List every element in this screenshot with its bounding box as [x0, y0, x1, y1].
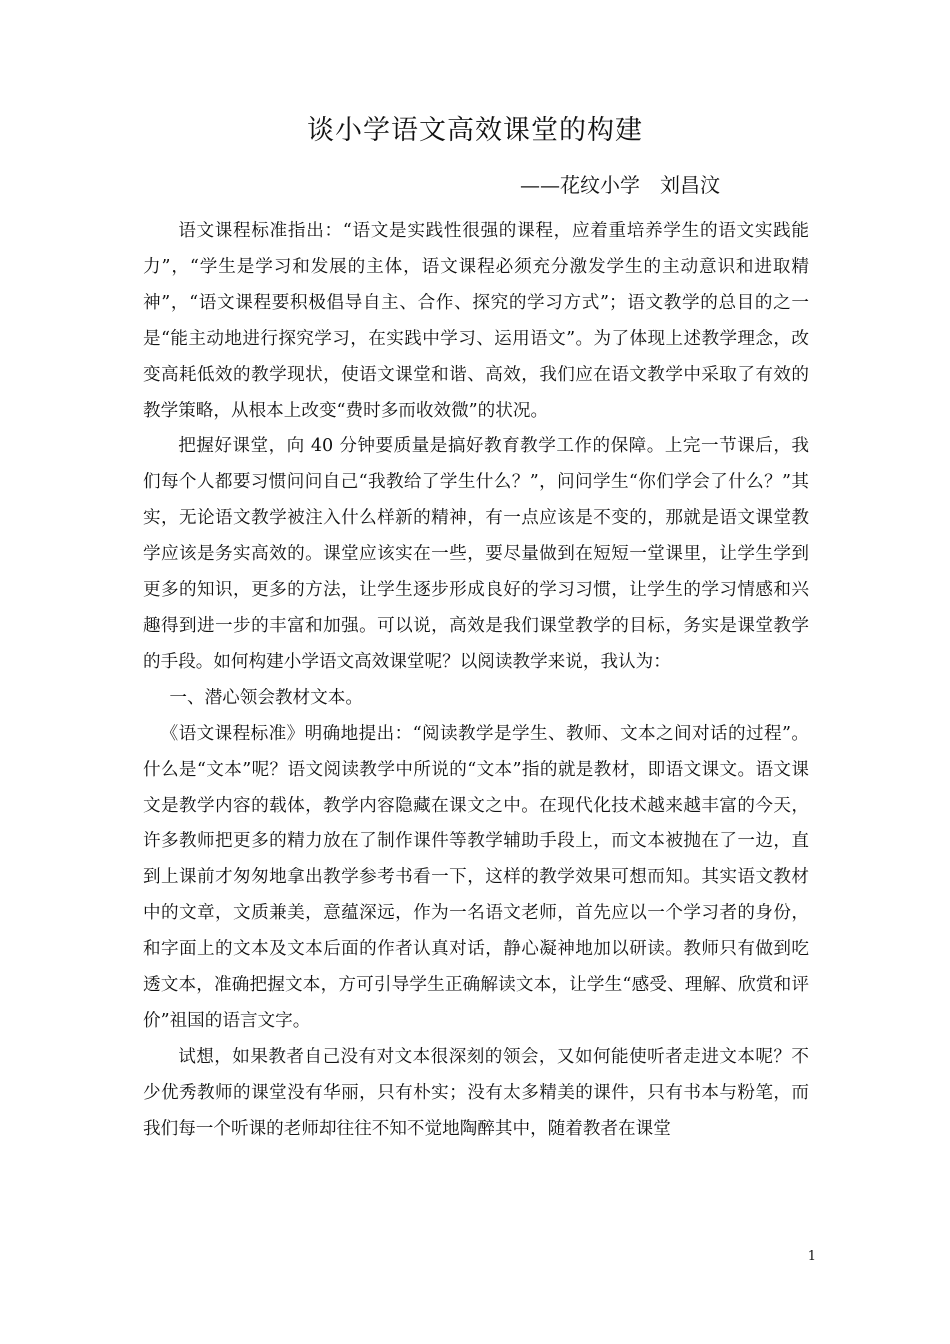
page-number: 1	[807, 1249, 816, 1264]
author-byline: ——花纹小学 刘昌汶	[520, 173, 720, 197]
section-heading-1: 一、潜心领会教材文本。	[169, 687, 363, 708]
paragraph-classroom-efficiency: 把握好课堂，向 40 分钟要质量是搞好教育教学工作的保障。上完一节课后，我们每个人都要习惯问问自己“我教给了学生什么？”，问问学生“你们学会了什么？”其实，无论语文教学被注入什么样新的精神，有一点应该是不变的，那就是语文课堂教学应该是务实高效的。课堂应该实在一些，要尽量做到在短短一堂课里，让学生学到更多的知识，更多的方法，让学生逐步形成良好的学习习惯，让学生的学习情感和兴趣得到进一步的丰富和加强。可以说，高效是我们课堂教学的目标，务实是课堂教学的手段。如何构建小学语文高效课堂呢？以阅读教学来说，我认为：	[143, 436, 809, 672]
article-body	[143, 214, 809, 1148]
paragraph-text-study: 《语文课程标准》明确地提出：“阅读教学是学生、教师、文本之间对话的过程”。什么是“文本”呢？语文阅读教学中所说的“文本”指的就是教材，即语文课文。语文课文是教学内容的载体，教学内容隐藏在课文之中。在现代化技术越来越丰富的今天，许多教师把更多的精力放在了制作课件等教学辅助手段上，而文本被抛在了一边，直到上课前才匆匆地拿出教学参考书看一下，这样的教学效果可想而知。其实语文教材中的文章，文质兼美，意蕴深远，作为一名语文老师，首先应以一个学习者的身份，和字面上的文本及文本后面的作者认真对话，静心凝神地加以研读。教师只有做到吃透文本，准确把握文本，方可引导学生正确解读文本，让学生“感受、理解、欣赏和评价”祖国的语言文字。	[143, 723, 809, 1031]
paragraph-curriculum-standard: 语文课程标准指出：“语文是实践性很强的课程，应着重培养学生的语文实践能力”，“学生是学习和发展的主体，语文课程必须充分激发学生的主动意识和进取精神”，“语文课程要积极倡导自主、合作、探究的学习方式”；语文教学的总目的之一是“能主动地进行探究学习，在实践中学习、运用语文”。为了体现上述教学理念，改变高耗低效的教学现状，使语文课堂和谐、高效，我们应在语文教学中采取了有效的教学策略，从根本上改变“费时多而收效微”的状况。	[143, 221, 809, 421]
paragraph-imagine: 试想，如果教者自己没有对文本很深刻的领会，又如何能使听者走进文本呢？不少优秀教师的课堂没有华丽，只有朴实；没有太多精美的课件，只有书本与粉笔，而我们每一个听课的老师却往往不知不觉地陶醉其中，随着教者在课堂	[143, 1046, 809, 1139]
page-title: 谈小学语文高效课堂的构建	[307, 115, 643, 146]
